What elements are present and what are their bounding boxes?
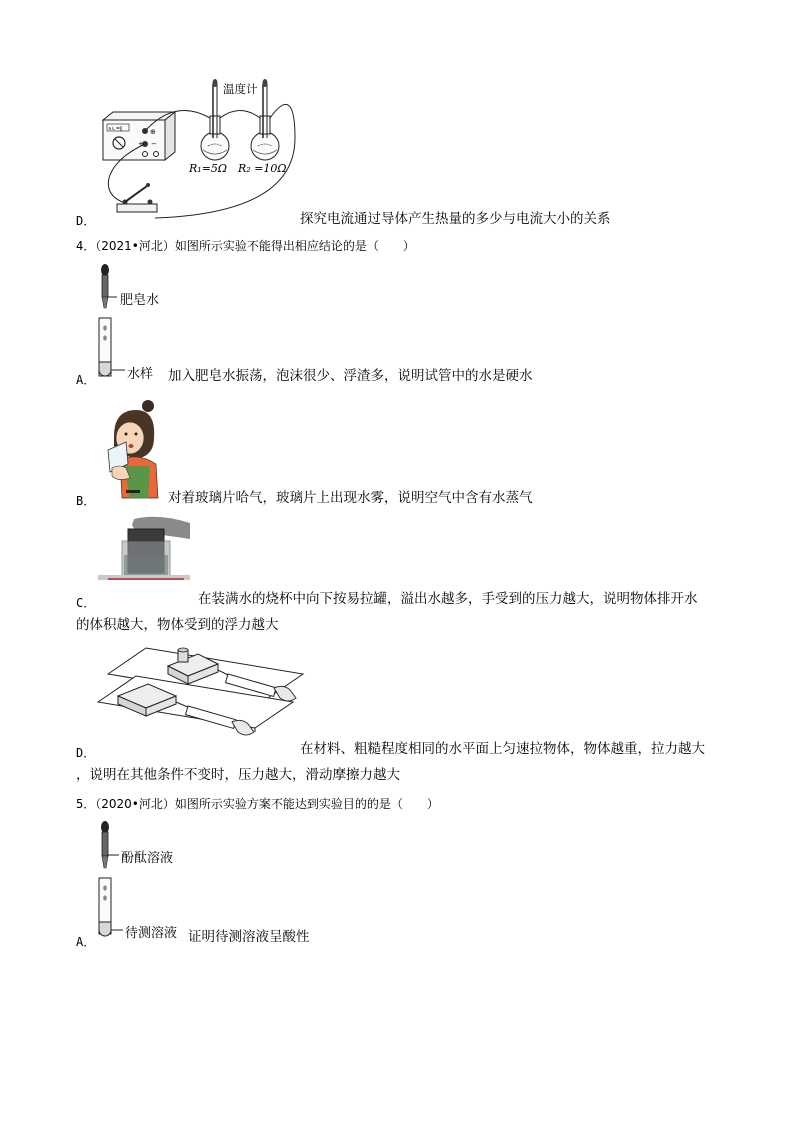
r1-label: R₁=5Ω: [189, 162, 228, 175]
can-in-beaker-photo: [98, 515, 190, 585]
q4-number: 4．: [76, 239, 96, 253]
girl-breathing-illustration: [100, 398, 160, 503]
q4-option-b-letter: B．: [76, 494, 96, 508]
friction-experiment-diagram: [98, 644, 298, 754]
q4-option-d-letter: D．: [76, 746, 96, 760]
svg-text:−: −: [151, 140, 157, 148]
svg-text:+: +: [138, 140, 144, 148]
circuit-figure: [95, 78, 310, 223]
soap-water-label: 肥皂水: [120, 293, 160, 308]
q4-option-d-text-line2: ，说明在其他条件不变时，压力越大，滑动摩擦力越大: [76, 767, 400, 783]
phenolphthalein-label: 酚酞溶液: [121, 851, 174, 866]
q4-option-d-text-line1: 在材料、粗糙程度相同的水平面上匀速拉物体，物体越重，拉力越大: [300, 741, 705, 757]
q4-option-c-text-line2: 的体积越大，物体受到的浮力越大: [76, 617, 279, 633]
q4-option-b-text: 对着玻璃片哈气，玻璃片上出现水雾，说明空气中含有水蒸气: [168, 490, 533, 506]
q5-option-a-text: 证明待测溶液呈酸性: [188, 929, 310, 945]
circuit-diagram: [95, 78, 310, 223]
q3-option-d-letter: D．: [76, 214, 96, 228]
q4-option-c-text-line1: 在装满水的烧杯中向下按易拉罐，溢出水越多，手受到的压力越大，说明物体排开水: [198, 591, 698, 607]
q4-option-a-text: 加入肥皂水振荡，泡沫很少、浮渣多，说明试管中的水是硬水: [168, 368, 533, 384]
svg-text:∧∟=∥: ∧∟=∥: [108, 126, 123, 132]
q5-option-a-letter: A．: [76, 935, 96, 949]
q5-stem: [76, 795, 439, 813]
water-sample-label: 水样: [127, 367, 154, 382]
q4-option-c-letter: C．: [76, 596, 96, 610]
q4-a-figure: [95, 262, 175, 387]
r2-label: R₂ =10Ω: [238, 162, 287, 175]
test-solution-label: 待测溶液: [125, 926, 178, 941]
q4-b-figure: [100, 398, 160, 503]
q5-stem-text: （2020•河北）如图所示实验方案不能达到实验目的的是（ ）: [95, 797, 439, 811]
q5-number: 5．: [76, 797, 96, 811]
q4-c-figure: [98, 515, 190, 585]
svg-text:⊕: ⊕: [150, 128, 156, 136]
q3-option-d-text: 探究电流通过导体产生热量的多少与电流大小的关系: [300, 211, 611, 227]
q4-option-a-letter: A．: [76, 373, 96, 387]
q4-stem-text: （2021•河北）如图所示实验不能得出相应结论的是（ ）: [95, 239, 415, 253]
q5-a-figure: [95, 818, 195, 943]
thermometer-label: 温度计: [223, 82, 258, 96]
q4-stem: [76, 237, 415, 255]
q4-d-figure: [98, 644, 298, 754]
